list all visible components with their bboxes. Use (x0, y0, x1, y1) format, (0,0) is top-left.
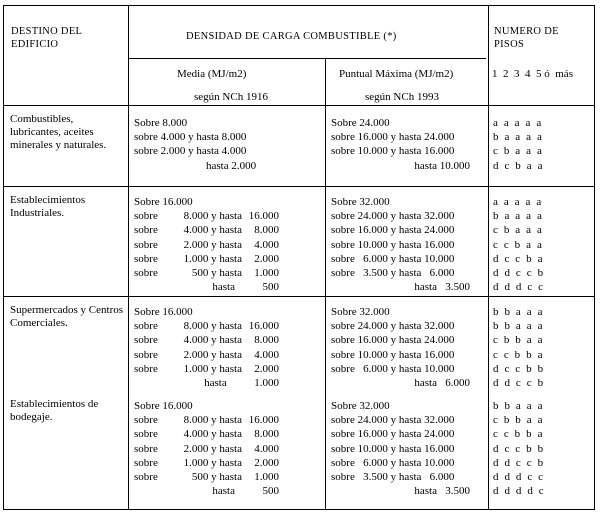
puntual-value: Sobre 24.000 (331, 117, 390, 129)
pisos-grades: b a a a a (493, 131, 544, 144)
puntual-value: sobre 10.000 y hasta 16.000 (331, 145, 455, 158)
media-value-prefix: sobre (134, 471, 158, 483)
media-value: hasta 500 (212, 485, 279, 498)
media-value: Sobre 16.000 (134, 306, 193, 318)
media-value-prefix: sobre (134, 334, 158, 347)
pisos-grades: d d d c c (493, 281, 545, 294)
pisos-grades: d d d c c (493, 471, 545, 483)
puntual-value: sobre 16.000 y hasta 24.000 (331, 131, 455, 144)
header-puntual: Puntual Máxima (MJ/m2) (339, 68, 454, 80)
pisos-grades: b b a a a (493, 400, 545, 412)
pisos-grades: c c b b a (493, 348, 545, 361)
header-bottom-line (4, 105, 594, 106)
media-value-prefix: sobre (134, 456, 158, 469)
pisos-grades: d d d d c (493, 485, 546, 498)
media-value-prefix: sobre (134, 252, 158, 265)
section-divider-1 (4, 186, 594, 187)
media-value-range: 2.000 y hasta (183, 442, 242, 455)
pisos-grades: b b a a a (493, 306, 545, 318)
puntual-value: hasta 3.500 (414, 485, 470, 498)
destino-industriales: Establecimientos Industriales. (10, 194, 86, 219)
media-value-prefix: sobre (134, 267, 158, 279)
media-value-limit: 8.000 (254, 224, 279, 237)
pisos-grades: d c c b b (493, 442, 545, 455)
media-value-range: 8.000 y hasta (183, 210, 242, 223)
media-value-limit: 16.000 (248, 320, 279, 333)
media-value-range: 1.000 y hasta (183, 252, 242, 265)
pisos-grades: d d c c b (493, 456, 545, 469)
puntual-value: sobre 10.000 y hasta 16.000 (331, 348, 455, 361)
pisos-grades: d c c b b (493, 362, 545, 375)
header-media: Media (MJ/m2) (177, 68, 247, 80)
pisos-grades: d d c c b (493, 267, 545, 279)
destino-bodegaje: Establecimientos de bodegaje. (10, 398, 99, 423)
media-value-prefix: sobre (134, 348, 158, 361)
media-value: hasta 1.000 (204, 377, 279, 389)
media-value-range: 8.000 y hasta (183, 414, 242, 427)
media-value-limit: 8.000 (254, 428, 279, 441)
puntual-value: hasta 6.000 (414, 377, 470, 389)
pisos-grades: c b a a a (493, 224, 544, 237)
media-value-prefix: sobre (134, 442, 158, 455)
puntual-value: sobre 6.000 y hasta 10.000 (331, 252, 455, 265)
puntual-value: sobre 10.000 y hasta 16.000 (331, 238, 455, 251)
pisos-grades: d c c b a (493, 252, 545, 265)
media-value-range: 1.000 y hasta (183, 456, 242, 469)
media-value-limit: 4.000 (254, 442, 279, 455)
media-value-range: 2.000 y hasta (183, 238, 242, 251)
media-value-limit: 4.000 (254, 238, 279, 251)
media-value: hasta 2.000 (206, 159, 257, 172)
media-value: Sobre 16.000 (134, 400, 193, 412)
header-puntual-norm: según NCh 1993 (365, 91, 439, 103)
pisos-grades: b b a a a (493, 320, 545, 333)
media-value-limit: 2.000 (254, 252, 279, 265)
media-value: sobre 2.000 y hasta 4.000 (134, 145, 247, 158)
header-subdivider (128, 58, 486, 59)
column-divider-3 (488, 6, 489, 509)
puntual-value: sobre 24.000 y hasta 32.000 (331, 210, 455, 223)
media-value-range: 1.000 y hasta (183, 362, 242, 375)
media-value-limit: 4.000 (254, 348, 279, 361)
media-value-range: 4.000 y hasta (183, 428, 242, 441)
puntual-value: Sobre 32.000 (331, 400, 390, 412)
pisos-grades: d d c c b (493, 377, 545, 389)
puntual-value: sobre 24.000 y hasta 32.000 (331, 414, 455, 427)
header-media-norm: según NCh 1916 (194, 91, 268, 103)
puntual-value: sobre 6.000 y hasta 10.000 (331, 456, 455, 469)
media-value-range: 500 y hasta (191, 471, 242, 483)
media-value: hasta 500 (212, 281, 279, 294)
pisos-grades: c b b a a (493, 334, 545, 347)
media-value-limit: 2.000 (254, 456, 279, 469)
puntual-value: hasta 3.500 (414, 281, 470, 294)
media-value-prefix: sobre (134, 320, 158, 333)
section-divider-2 (4, 296, 594, 297)
column-divider-2 (325, 58, 326, 509)
media-value-limit: 16.000 (248, 210, 279, 223)
media-value-limit: 16.000 (248, 414, 279, 427)
puntual-value: sobre 16.000 y hasta 24.000 (331, 334, 455, 347)
media-value-prefix: sobre (134, 362, 158, 375)
header-numero-pisos: NUMERO DE PISOS (494, 26, 559, 50)
pisos-grades: a a a a a (493, 117, 543, 129)
column-divider-1 (128, 6, 129, 509)
media-value-range: 2.000 y hasta (183, 348, 242, 361)
media-value-prefix: sobre (134, 428, 158, 441)
media-value: Sobre 8.000 (134, 117, 188, 129)
puntual-value: Sobre 32.000 (331, 196, 390, 208)
media-value-limit: 2.000 (254, 362, 279, 375)
header-densidad: DENSIDAD DE CARGA COMBUSTIBLE (*) (186, 31, 397, 42)
media-value-prefix: sobre (134, 210, 158, 223)
header-destino: DESTINO DEL EDIFICIO (11, 26, 82, 50)
media-value-limit: 1.000 (254, 471, 279, 483)
puntual-value: sobre 3.500 y hasta 6.000 (331, 471, 455, 483)
media-value-limit: 8.000 (254, 334, 279, 347)
puntual-value: sobre 16.000 y hasta 24.000 (331, 428, 455, 441)
media-value-limit: 1.000 (254, 267, 279, 279)
media-value: Sobre 16.000 (134, 196, 193, 208)
puntual-value: sobre 3.500 y hasta 6.000 (331, 267, 455, 279)
puntual-value: sobre 16.000 y hasta 24.000 (331, 224, 455, 237)
puntual-value: Sobre 32.000 (331, 306, 390, 318)
pisos-grades: c b b a a (493, 414, 545, 427)
media-value-range: 500 y hasta (191, 267, 242, 279)
media-value-prefix: sobre (134, 238, 158, 251)
pisos-grades: a a a a a (493, 196, 543, 208)
destino-supermercados: Supermercados y Centros Comerciales. (10, 304, 124, 329)
media-value: sobre 4.000 y hasta 8.000 (134, 131, 247, 144)
puntual-value: sobre 24.000 y hasta 32.000 (331, 320, 455, 333)
media-value-prefix: sobre (134, 414, 158, 427)
media-value-range: 4.000 y hasta (183, 334, 242, 347)
pisos-grades: c c b a a (493, 238, 544, 251)
puntual-value: hasta 10.000 (414, 159, 470, 172)
media-value-range: 4.000 y hasta (183, 224, 242, 237)
puntual-value: sobre 6.000 y hasta 10.000 (331, 362, 455, 375)
pisos-grades: d c b a a (493, 159, 545, 172)
media-value-prefix: sobre (134, 224, 158, 237)
pisos-grades: c c b b a (493, 428, 545, 441)
destino-combustibles: Combustibles, lubricantes, aceites minerales y naturales. (10, 113, 107, 151)
pisos-grades: c b a a a (493, 145, 544, 158)
media-value-range: 8.000 y hasta (183, 320, 242, 333)
header-pisos-numbers: 1 2 3 4 5 ó más (492, 68, 573, 80)
pisos-grades: b a a a a (493, 210, 544, 223)
puntual-value: sobre 10.000 y hasta 16.000 (331, 442, 455, 455)
